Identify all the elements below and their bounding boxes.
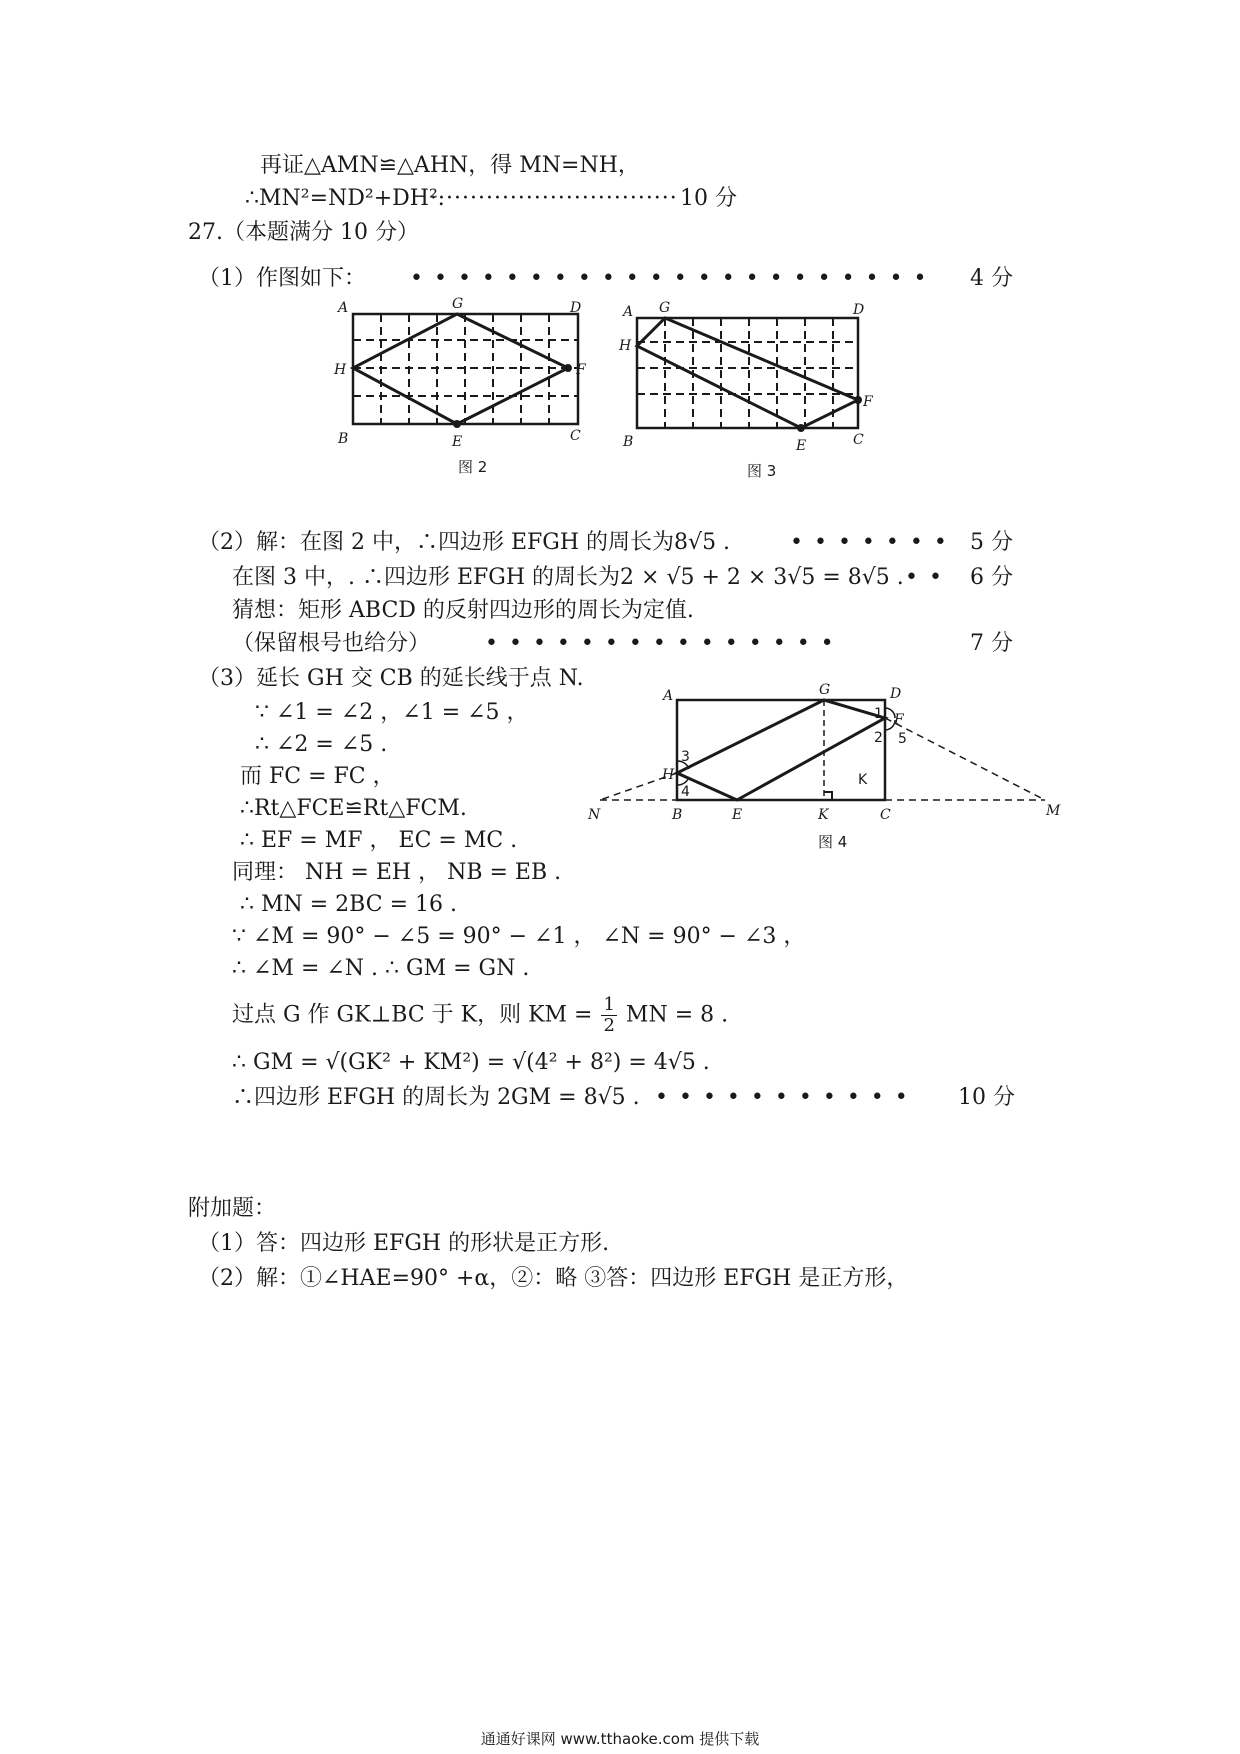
fig2-label-g: G	[452, 296, 464, 312]
q27-part2-line4-score: 7 分	[970, 631, 1013, 656]
fig2-label-c: C	[570, 428, 581, 444]
fig2-label-h: H	[334, 362, 347, 378]
q27-part2-line1: （2）解：在图 2 中，∴四边形 EFGH 的周长为8√5 .	[198, 530, 731, 555]
q27-part3-line8: ∴ MN = 2BC = 16 .	[240, 892, 457, 917]
q27-part3-line11-prefix: 过点 G 作 GK⊥BC 于 K，则 KM =	[232, 1002, 593, 1028]
q27-part2-line4: （保留根号也给分）	[232, 631, 431, 656]
fig2-label-a: A	[338, 300, 349, 316]
fig3-label-h: H	[619, 338, 632, 354]
extra-line-1: （1）答：四边形 EFGH 的形状是正方形.	[198, 1231, 610, 1256]
figure-4	[590, 680, 1070, 850]
q27-part3-line11-suffix: MN = 8 .	[625, 1002, 729, 1028]
figure-2-caption: 图 2	[458, 458, 488, 476]
fig3-label-d: D	[853, 302, 865, 318]
top-line-1: 再证△AMN≌△AHN，得 MN=NH，	[260, 153, 640, 178]
q27-part3-line1: （3）延长 GH 交 CB 的延长线于点 N.	[198, 666, 584, 691]
figure-3	[615, 302, 875, 452]
q27-part2-line4-dots: •••••••••••••••	[485, 631, 845, 656]
q27-part3-line13-dots: •••••••••••	[655, 1085, 919, 1110]
fig4-label-d: D	[890, 686, 902, 702]
fraction-numerator: 1	[603, 994, 615, 1015]
fig2-label-d: D	[570, 300, 582, 316]
q27-part2-line2: 在图 3 中，. ∴四边形 EFGH 的周长为2 × √5 + 2 × 3√5 = 8√5 .	[232, 565, 904, 590]
fig4-label-e: E	[732, 807, 743, 823]
top-line-2: ∴MN²=ND²+DH².	[245, 186, 445, 211]
fig4-label-m: M	[1046, 803, 1061, 819]
q27-part1: （1）作图如下：	[198, 266, 366, 291]
fig3-label-g: G	[659, 300, 671, 316]
q27-part3-line6: ∴ EF = MF ， EC = MC .	[240, 828, 518, 853]
fraction-denominator: 2	[603, 1014, 615, 1036]
fig4-label-k2: K	[818, 807, 829, 823]
fig2-label-b: B	[338, 431, 349, 447]
fig3-label-b: B	[623, 434, 634, 450]
fig4-angle-1: 1	[874, 706, 883, 722]
fig4-angle-3: 3	[681, 749, 690, 765]
q27-part2-line3: 猜想：矩形 ABCD 的反射四边形的周长为定值.	[232, 598, 694, 623]
footer: 通通好课网 www.tthaoke.com 提供下载	[480, 1730, 760, 1748]
q27-part3-line10: ∴ ∠M = ∠N . ∴ GM = GN .	[232, 956, 530, 981]
figure-4-caption: 图 4	[818, 833, 848, 851]
q27-title: 27.（本题满分 10 分）	[188, 220, 419, 245]
fig3-label-e: E	[796, 438, 807, 454]
fig4-label-f: F	[894, 712, 904, 728]
fig4-label-k: K	[858, 772, 868, 788]
q27-part3-line11	[232, 995, 728, 1036]
q27-part3-line2: ∵ ∠1 = ∠2 ，∠1 = ∠5 ，	[255, 700, 529, 725]
fig2-label-e: E	[452, 434, 463, 450]
q27-part3-line9: ∵ ∠M = 90° − ∠5 = 90° − ∠1 ， ∠N = 90° − ∠3 ，	[232, 924, 806, 949]
top-line-2-score: 10 分	[680, 186, 737, 211]
top-line-2-dots: ·······························	[430, 186, 678, 211]
q27-part2-line1-dots: •••••••	[790, 530, 958, 555]
q27-part1-score: 4 分	[970, 266, 1013, 291]
fig4-label-h: H	[662, 767, 675, 783]
q27-part3-line12: ∴ GM = √(GK² + KM²) = √(4² + 8²) = 4√5 .	[232, 1050, 710, 1075]
fig2-label-f: F	[576, 362, 586, 378]
q27-part3-line13: ∴四边形 EFGH 的周长为 2GM = 8√5 .	[232, 1085, 640, 1110]
extra-title: 附加题：	[188, 1196, 277, 1221]
q27-part3-line13-score: 10 分	[958, 1085, 1015, 1110]
fig3-label-a: A	[623, 304, 634, 320]
figure-2	[330, 296, 590, 450]
extra-line-2: （2）解：①∠HAE=90° +α，②：略 ③答：四边形 EFGH 是正方形，	[198, 1266, 909, 1291]
fig4-label-a: A	[663, 688, 674, 704]
fig4-label-g: G	[819, 682, 831, 698]
fig4-label-c: C	[880, 807, 891, 823]
fig4-label-n: N	[588, 807, 601, 823]
q27-part2-line1-score: 5 分	[970, 530, 1013, 555]
figure-3-caption: 图 3	[747, 462, 777, 480]
fig4-angle-2: 2	[874, 730, 883, 746]
q27-part1-dots: ••••••••••••••••••••••	[410, 266, 938, 291]
fig3-label-f: F	[863, 394, 873, 410]
fig4-angle-4: 4	[681, 784, 690, 800]
q27-part3-line4: 而 FC = FC ，	[240, 764, 395, 789]
fraction-one-half	[601, 995, 616, 1036]
q27-part2-line2-dots: ••	[905, 565, 953, 590]
q27-part3-line7: 同理： NH = EH ， NB = EB .	[232, 860, 562, 885]
fig3-label-c: C	[853, 432, 864, 448]
q27-part3-line5: ∴Rt△FCE≌Rt△FCM.	[240, 796, 467, 821]
fig4-label-b: B	[672, 807, 683, 823]
q27-part2-line2-score: 6 分	[970, 565, 1013, 590]
fig4-angle-5: 5	[898, 731, 907, 747]
q27-part3-line3: ∴ ∠2 = ∠5 .	[255, 732, 388, 757]
